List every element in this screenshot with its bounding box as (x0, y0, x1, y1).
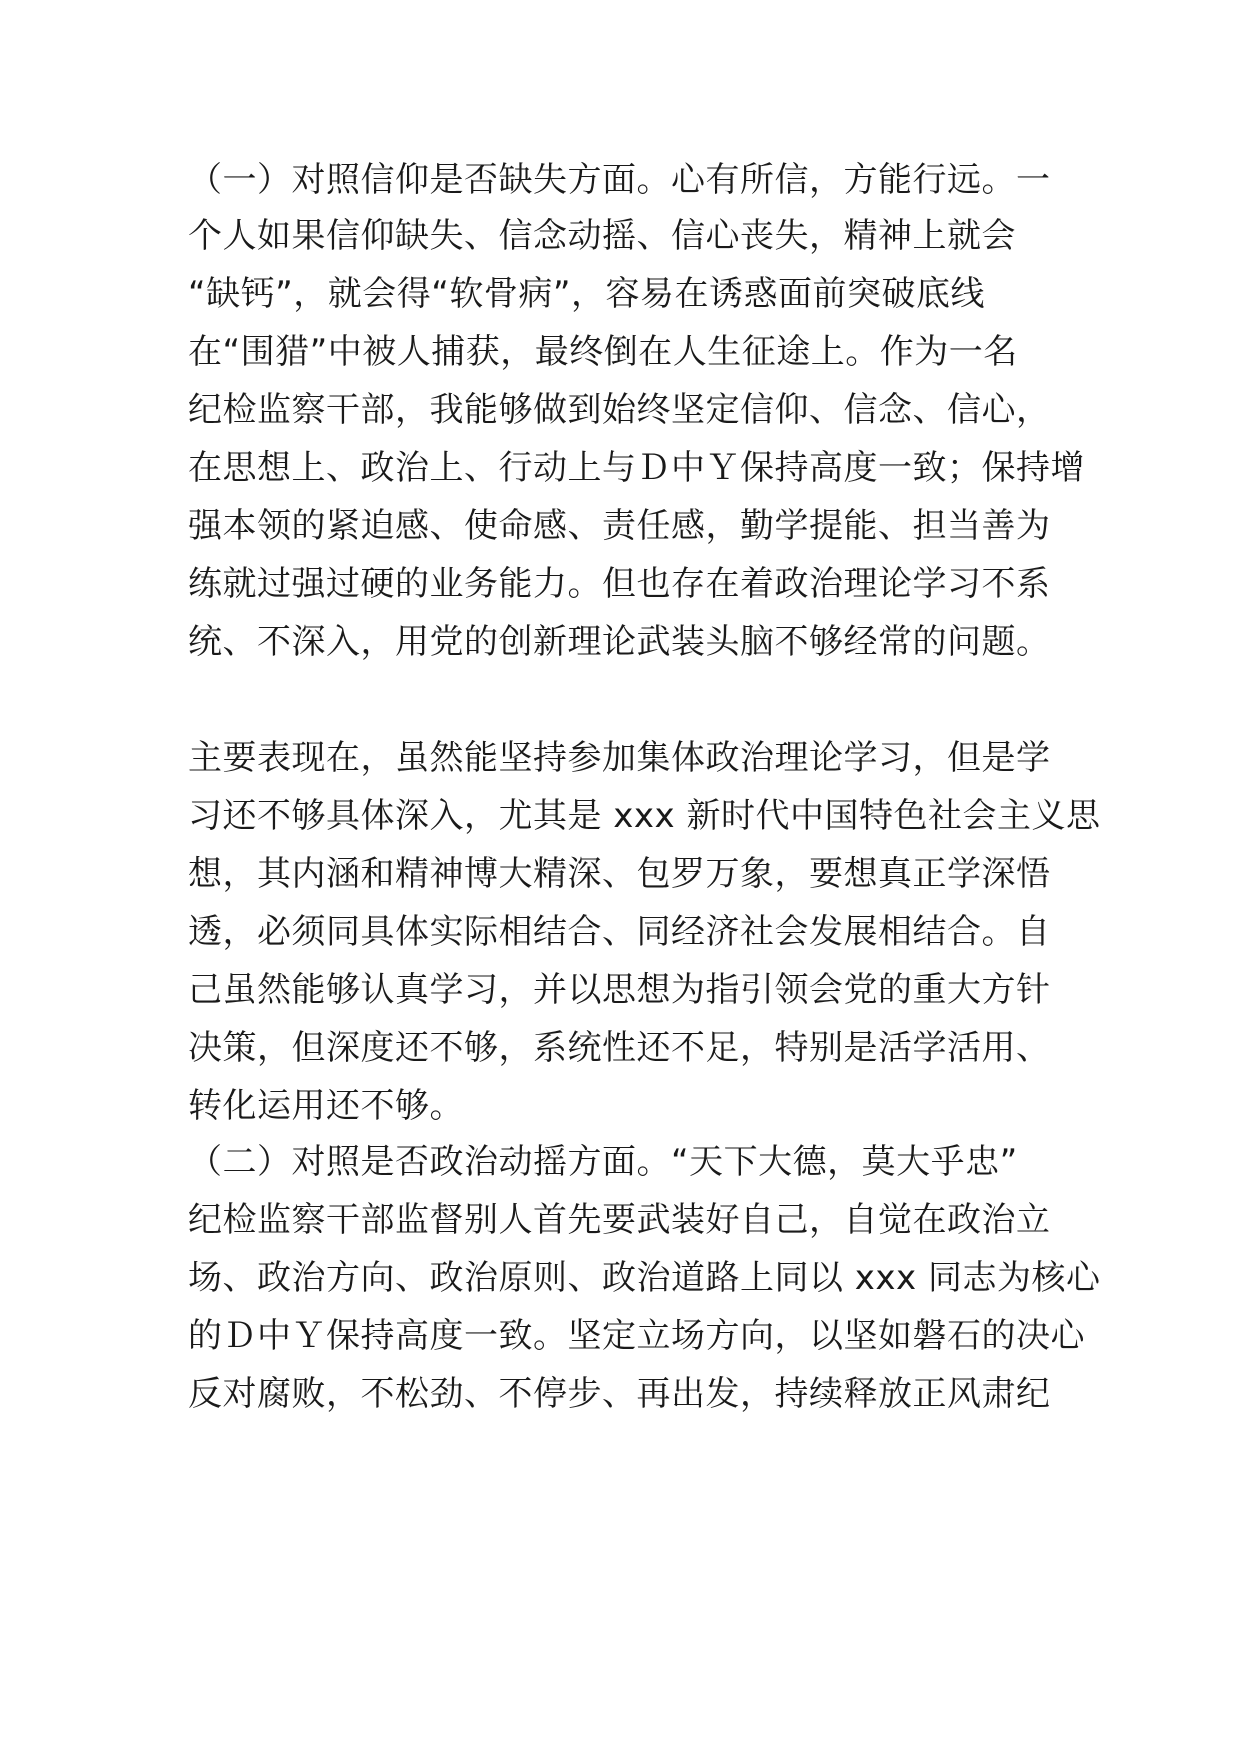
paragraph-1-line-4: 在“围猎”中被人捕获，最终倒在人生征途上。作为一名 (188, 332, 1018, 372)
paragraph-3-line-4: 的Ｄ中Ｙ保持高度一致。坚定立场方向，以坚如磐石的决心 (188, 1316, 1085, 1356)
paragraph-2-line-7: 转化运用还不够。 (188, 1086, 464, 1126)
paragraph-2-line-1: 主要表现在，虽然能坚持参加集体政治理论学习，但是学 (188, 738, 1051, 778)
paragraph-2-line-6: 决策，但深度还不够，系统性还不足，特别是活学活用、 (188, 1028, 1051, 1068)
paragraph-1-line-7: 强本领的紧迫感、使命感、责任感，勤学提能、担当善为 (188, 506, 1051, 546)
paragraph-2-line-4: 透，必须同具体实际相结合、同经济社会发展相结合。自 (188, 912, 1051, 952)
paragraph-3-line-3: 场、政治方向、政治原则、政治道路上同以 xxx 同志为核心 (188, 1258, 1101, 1298)
paragraph-2-line-5: 己虽然能够认真学习，并以思想为指引领会党的重大方针 (188, 970, 1051, 1010)
paragraph-2-line-2: 习还不够具体深入，尤其是 xxx 新时代中国特色社会主义思 (188, 796, 1101, 836)
paragraph-2-line-3: 想，其内涵和精神博大精深、包罗万象，要想真正学深悟 (188, 854, 1051, 894)
paragraph-3-line-5: 反对腐败，不松劲、不停步、再出发，持续释放正风肃纪 (188, 1374, 1051, 1414)
paragraph-3-line-1: （二）对照是否政治动摇方面。“天下大德，莫大乎忠” (188, 1142, 1018, 1182)
paragraph-1-line-6: 在思想上、政治上、行动上与Ｄ中Ｙ保持高度一致；保持增 (188, 448, 1085, 488)
paragraph-1-line-9: 统、不深入，用党的创新理论武装头脑不够经常的问题。 (188, 622, 1051, 662)
paragraph-1-line-8: 练就过强过硬的业务能力。但也存在着政治理论学习不系 (188, 564, 1051, 604)
paragraph-1-line-5: 纪检监察干部，我能够做到始终坚定信仰、信念、信心， (188, 390, 1051, 430)
paragraph-1-line-1: （一）对照信仰是否缺失方面。心有所信，方能行远。一 (188, 160, 1051, 200)
paragraph-3-line-2: 纪检监察干部监督别人首先要武装好自己，自觉在政治立 (188, 1200, 1051, 1240)
paragraph-1-line-3: “缺钙”，就会得“软骨病”，容易在诱惑面前突破底线 (188, 274, 985, 314)
paragraph-1-line-2: 个人如果信仰缺失、信念动摇、信心丧失，精神上就会 (188, 216, 1016, 256)
